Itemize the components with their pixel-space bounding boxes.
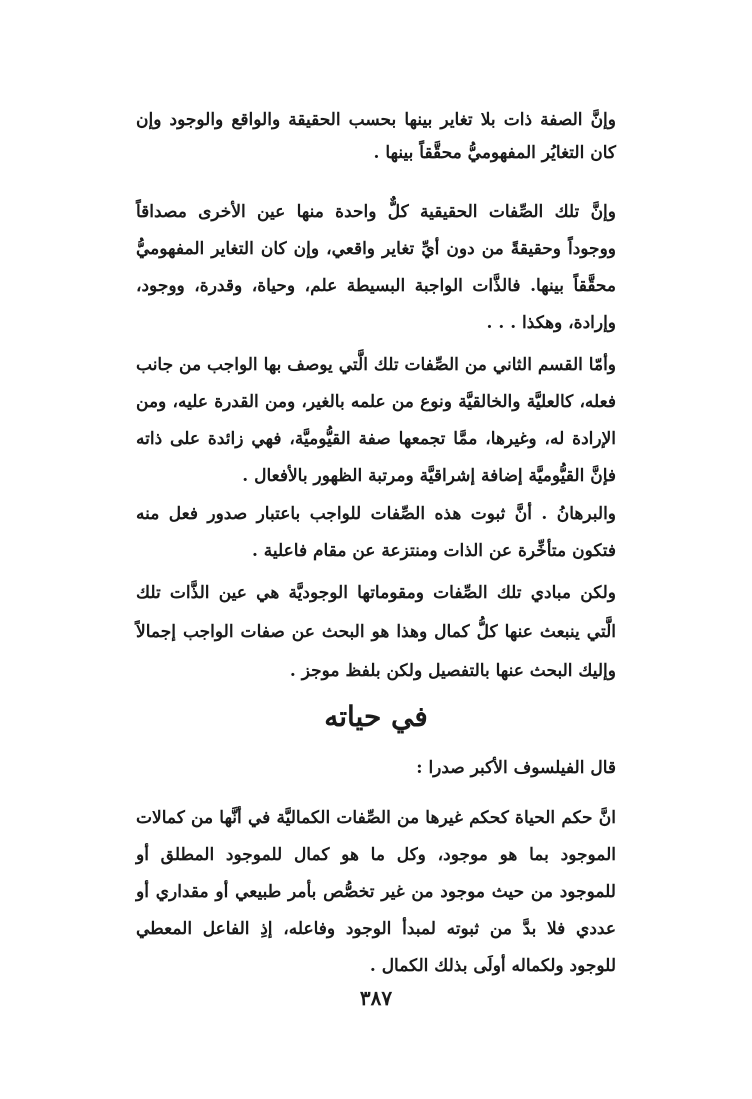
section-heading: في حياته [324, 700, 428, 733]
section-intro: قال الفيلسوف الأكبر صدرا : [416, 758, 616, 778]
section-paragraph: انَّ حكم الحياة كحكم غيرها من الصِّفات الكماليَّة في أنَّها من كمالات الموجود بما هو موجود، وكل ما هو كمال للموجود المطلق أو للموجود من حيث موجود من غير تخصُّص بأمر طبيعي أو مقداري أو عددي فلا بدَّ من ثبوته لمبدأ الوجود وفاعله، إذِ الفاعل المعطي للوجود ولكماله أولَى بذلك الكمال . [136, 808, 616, 976]
paragraph-1: وإنَّ الصفة ذات بلا تغاير بينها بحسب الحقيقة والواقع والوجود وإن كان التغايُر المفهوميُّ محقَّقاً بينها . [136, 110, 616, 163]
page-number: ٣٨٧ [359, 986, 393, 1010]
paragraph-5: ولكن مبادي تلك الصِّفات ومقوماتها الوجوديَّة هي عين الذَّات تلك الَّتي ينبعث عنها كلُّ كمال وهذا هو البحث عن صفات الواجب إجمالاً وإليك البحث عنها بالتفصيل ولكن بلفظ موجز . [136, 583, 616, 681]
paragraph-3: وأمّا القسم الثاني من الصِّفات تلك الَّتي يوصف بها الواجب من جانب فعله، كالعليَّة والخالقيَّة ونوع من علمه بالغير، ومن القدرة عليه، ومن الإرادة له، وغيرها، ممَّا تجمعها صفة القيُّوميَّة، فهي زائدة على ذاته فإنَّ القيُّوميَّة إضافة إشراقيَّة ومرتبة الظهور بالأفعال . [136, 355, 616, 486]
paragraph-2: وإنَّ تلك الصِّفات الحقيقية كلٌّ واحدة منها عين الأخرى مصداقاً ووجوداً وحقيقةً من دون أيِّ تغاير واقعي، وإن كان التغاير المفهوميُّ محقَّقاً بينها. فالذَّات الواجبة البسيطة علم، وحياة، وقدرة، ووجود، وإرادة، وهكذا . . . [136, 202, 616, 333]
paragraph-4: والبرهانُ . أنَّ ثبوت هذه الصِّفات للواجب باعتبار صدور فعل منه فتكون متأخِّرة عن الذات ومنتزعة عن مقام فاعلية . [136, 504, 616, 561]
